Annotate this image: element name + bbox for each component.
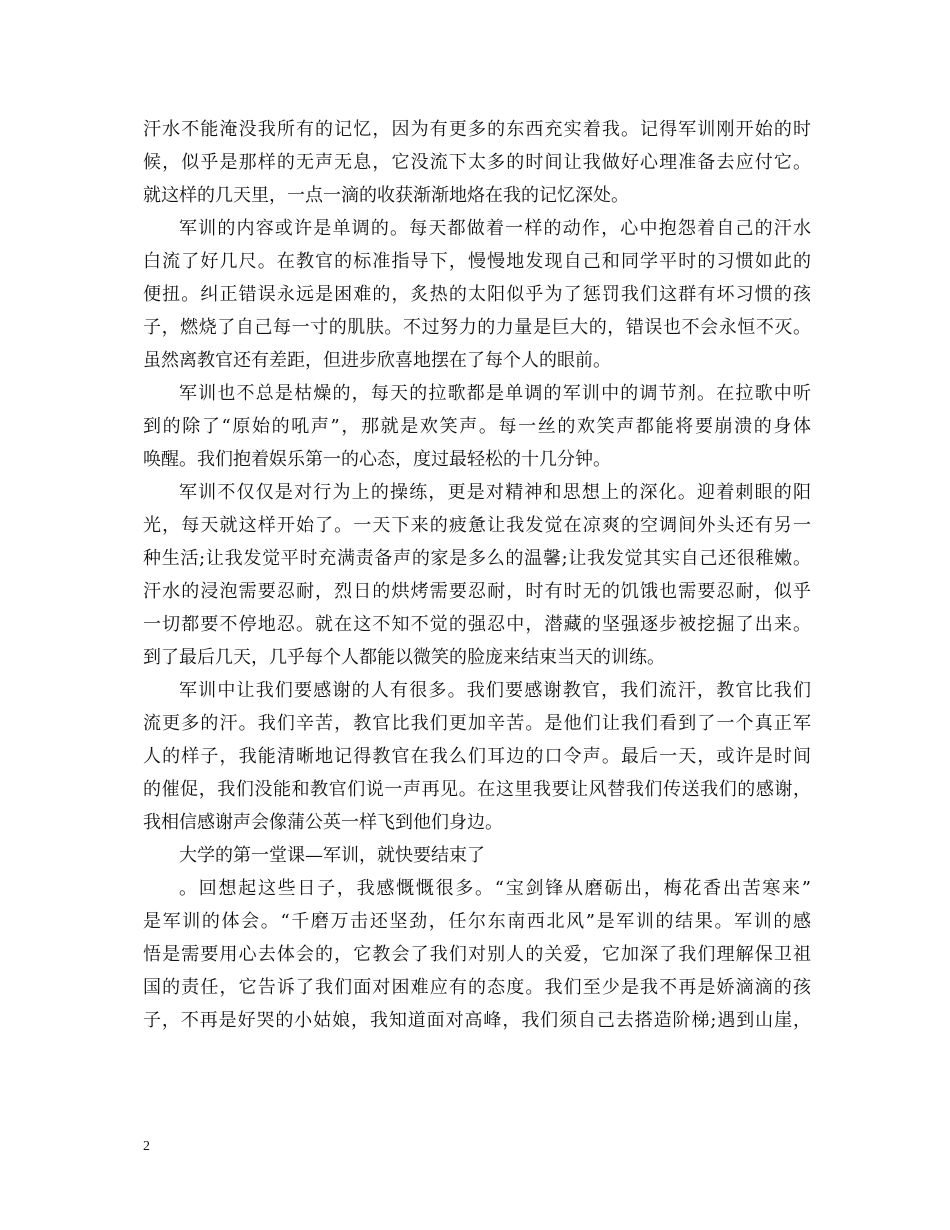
text-line: 白流了好几尺。在教官的标准指导下，慢慢地发现自己和同学平时的习惯如此的 — [143, 251, 811, 272]
text-line: 到的除了“原始的吼声”，那就是欢笑声。每一丝的欢笑声都能将要崩溃的身体 — [143, 416, 811, 437]
text-line: 我相信感谢声会像蒲公英一样飞到他们身边。 — [143, 812, 503, 833]
text-line: 国的责任，它告诉了我们面对困难应有的态度。我们至少是我不再是娇滴滴的孩 — [143, 977, 811, 998]
text-line: 便扭。纠正错误永远是困难的，炙热的太阳似乎为了惩罚我们这群有坏习惯的孩 — [143, 284, 811, 305]
text-line: 虽然离教官还有差距，但进步欣喜地摆在了每个人的眼前。 — [143, 350, 611, 371]
text-line: 。回想起这些日子，我感慨慨很多。“宝剑锋从磨砺出，梅花香出苦寒来” — [179, 878, 811, 899]
text-line: 军训也不总是枯燥的，每天的拉歌都是单调的军训中的调节剂。在拉歌中听 — [179, 383, 811, 404]
text-line: 候，似乎是那样的无声无息，它没流下太多的时间让我做好心理准备去应付它。 — [143, 152, 811, 173]
document-body — [143, 113, 811, 1037]
text-line: 军训不仅仅是对行为上的操练，更是对精神和思想上的深化。迎着刺眼的阳 — [179, 482, 811, 503]
text-line: 子，燃烧了自己每一寸的肌肤。不过努力的力量是巨大的，错误也不会永恒不灭。 — [143, 317, 811, 338]
text-line: 的催促，我们没能和教官们说一声再见。在这里我要让风替我们传送我们的感谢， — [143, 779, 811, 800]
text-line: 汗水的浸泡需要忍耐，烈日的烘烤需要忍耐，时有时无的饥饿也需要忍耐，似乎 — [143, 581, 811, 602]
page-number: 2 — [143, 1139, 150, 1154]
text-line: 大学的第一堂课—军训，就快要结束了 — [179, 845, 485, 866]
text-line: 就这样的几天里，一点一滴的收获渐渐地烙在我的记忆深处。 — [143, 185, 629, 206]
text-line: 汗水不能淹没我所有的记忆，因为有更多的东西充实着我。记得军训刚开始的时 — [143, 119, 811, 140]
text-line: 一切都要不停地忍。就在这不知不觉的强忍中，潜藏的坚强逐步被挖掘了出来。 — [143, 614, 811, 635]
text-line: 军训的内容或许是单调的。每天都做着一样的动作，心中抱怨着自己的汗水 — [179, 218, 811, 239]
text-line: 光，每天就这样开始了。一天下来的疲惫让我发觉在凉爽的空调间外头还有另一 — [143, 515, 811, 536]
text-line: 军训中让我们要感谢的人有很多。我们要感谢教官，我们流汗，教官比我们 — [179, 680, 811, 701]
text-line: 子，不再是好哭的小姑娘，我知道面对高峰，我们须自己去搭造阶梯;遇到山崖， — [143, 1010, 811, 1031]
text-line: 唤醒。我们抱着娱乐第一的心态，度过最轻松的十几分钟。 — [143, 449, 611, 470]
text-line: 人的样子，我能清晰地记得教官在我么们耳边的口令声。最后一天，或许是时间 — [143, 746, 811, 767]
text-line: 流更多的汗。我们辛苦，教官比我们更加辛苦。是他们让我们看到了一个真正军 — [143, 713, 811, 734]
text-line: 到了最后几天，几乎每个人都能以微笑的脸庞来结束当天的训练。 — [143, 647, 665, 668]
text-line: 悟是需要用心去体会的，它教会了我们对别人的关爱，它加深了我们理解保卫祖 — [143, 944, 811, 965]
text-line: 是军训的体会。“千磨万击还坚劲，任尔东南西北风”是军训的结果。军训的感 — [143, 911, 811, 932]
text-line: 种生活;让我发觉平时充满责备声的家是多么的温馨;让我发觉其实自己还很稚嫩。 — [143, 548, 811, 569]
